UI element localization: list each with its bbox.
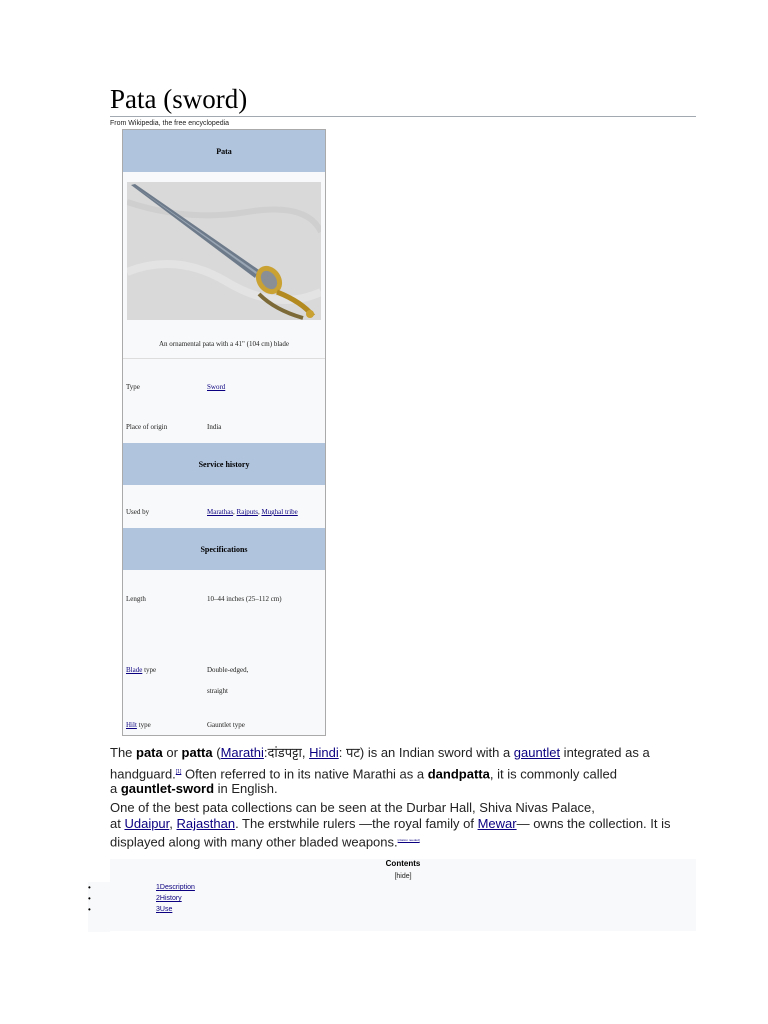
blade-link[interactable]: Blade [126, 666, 143, 674]
bullet-icon: • [88, 883, 91, 892]
type-label: Type [126, 383, 140, 391]
toc-title: Contents [385, 859, 421, 868]
p2-line3: displayed along with many other bladed weapons.[citation needed] [110, 834, 420, 850]
rajputs-link[interactable]: Rajputs [236, 508, 258, 516]
p1-line1: The pata or patta (Marathi:दांडपट्टा, Hindi: पट) is an Indian sword with a gauntlet integrated as a [110, 745, 650, 760]
sword-image[interactable] [127, 182, 321, 320]
intro-paragraph-2 [110, 800, 700, 848]
blade-type-value-line1: Double-edged, [207, 666, 249, 674]
gauntlet-link[interactable]: gauntlet [513, 745, 561, 760]
mewar-link[interactable]: Mewar [477, 816, 517, 831]
hilt-link[interactable]: Hilt [126, 721, 137, 729]
row-origin [123, 400, 325, 443]
page-title: Pata (sword) [110, 84, 248, 114]
citation-needed[interactable]: [citation needed] [397, 838, 420, 842]
specs-rows [123, 570, 325, 736]
p2-line2: at Udaipur, Rajasthan. The erstwhile rulers —the royal family of Mewar— owns the collection. It is [110, 816, 671, 831]
row-used-by [123, 485, 325, 527]
toc-item-use[interactable]: 3Use [156, 906, 173, 913]
length-label: Length [126, 595, 146, 603]
hilt-type-value: Gauntlet type [207, 721, 245, 729]
used-by-values: Marathas, Rajputs, Mughal tribe [207, 508, 298, 516]
sword-illustration [127, 182, 321, 320]
service-history-header: Service history [123, 443, 325, 485]
bullet-icon: • [88, 905, 91, 914]
specifications-header: Specifications [123, 528, 325, 570]
image-caption: An ornamental pata with a 41" (104 cm) blade [159, 340, 289, 348]
mughal-tribe-link[interactable]: Mughal tribe [261, 508, 298, 516]
toc-item [88, 884, 688, 895]
reference-1[interactable]: [1] [175, 769, 182, 775]
p1-line3: a gauntlet-sword in English. [110, 781, 278, 796]
used-by-label: Used by [126, 508, 150, 516]
toc-item-history[interactable]: 2History [156, 895, 182, 902]
marathas-link[interactable]: Marathas [207, 508, 234, 516]
hindi-link[interactable]: Hindi [309, 745, 339, 760]
page-tagline: From Wikipedia, the free encyclopedia [110, 120, 230, 127]
infobox-header: Pata [123, 130, 325, 172]
hilt-type-label: Hilt type [126, 721, 151, 729]
bullet-icon: • [88, 894, 91, 903]
toc-item [88, 906, 688, 917]
toc-list [88, 884, 688, 917]
toc-hide-toggle[interactable]: [hide] [394, 873, 412, 880]
blade-type-label: Blade type [126, 666, 157, 674]
origin-value: India [207, 423, 222, 431]
intro-paragraph-1 [110, 745, 700, 797]
title-divider [110, 116, 696, 117]
blade-type-value-line2: straight [207, 687, 228, 695]
origin-label: Place of origin [126, 423, 168, 431]
toc-item-description[interactable]: 1Description [156, 884, 195, 891]
toc-item [88, 895, 688, 906]
rajasthan-link[interactable]: Rajasthan [176, 816, 236, 831]
p2-line1: One of the best pata collections can be seen at the Durbar Hall, Shiva Nivas Palace, [110, 800, 595, 815]
length-value: 10–44 inches (25–112 cm) [207, 595, 282, 603]
row-type [123, 358, 325, 401]
infobox [122, 129, 326, 736]
p1-line2: handguard.[1] Often referred to in its native Marathi as a dandpatta, it is commonly called [110, 766, 618, 782]
udaipur-link[interactable]: Udaipur [124, 816, 170, 831]
marathi-link[interactable]: Marathi [220, 745, 264, 760]
type-link[interactable]: Sword [207, 383, 226, 391]
